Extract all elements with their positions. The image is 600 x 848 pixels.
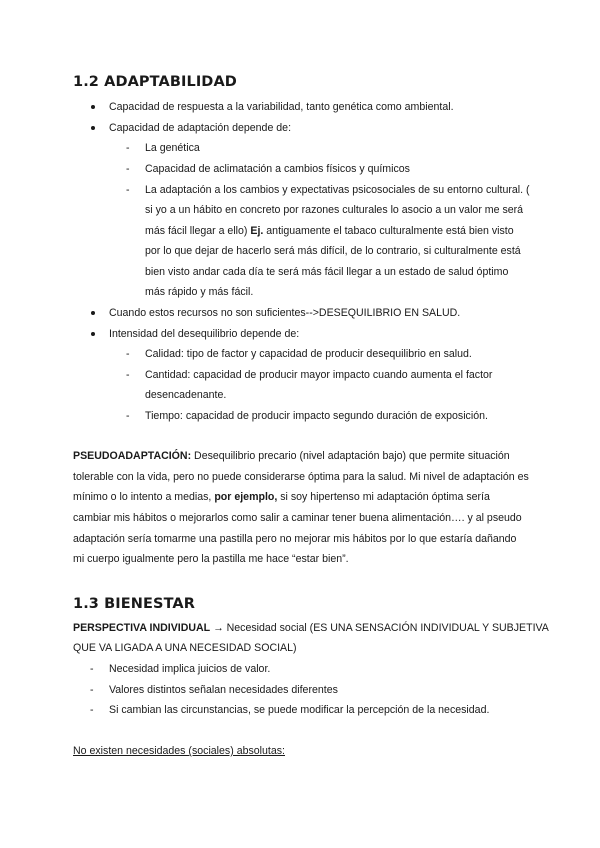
paragraph-line bbox=[73, 621, 549, 635]
text-run: antiguamente el tabaco culturalmente está bien visto bbox=[263, 225, 514, 237]
paragraph-line: mi cuerpo igualmente pero la pastilla me hace “estar bien”. bbox=[73, 553, 349, 565]
sub-item-continuation: bien visto andar cada día te será más fácil llegar a un estado de salud óptimo bbox=[145, 266, 509, 278]
text-run: mínimo o lo intento a medias, bbox=[73, 491, 215, 503]
text-run: más fácil llegar a ello) bbox=[145, 225, 251, 237]
bullet-item: Intensidad del desequilibrio depende de: bbox=[109, 328, 300, 340]
bullet-item: Capacidad de adaptación depende de: bbox=[109, 122, 292, 134]
bullet-item: Cuando estos recursos no son suficientes-->DESEQUILIBRIO EN SALUD. bbox=[109, 307, 461, 319]
paragraph-line: adaptación sería tomarme una pastilla pero no mejorar mis hábitos por lo que estaría dañando bbox=[73, 533, 517, 545]
section-heading-adaptabilidad: 1.2 ADAPTABILIDAD bbox=[73, 74, 237, 90]
paragraph-line bbox=[73, 449, 510, 463]
dash-item: - Valores distintos señalan necesidades diferentes bbox=[109, 683, 338, 697]
sub-item-continuation: desencadenante. bbox=[145, 389, 227, 401]
dash-item: - Necesidad implica juicios de valor. bbox=[109, 662, 270, 676]
bullet-item: Capacidad de respuesta a la variabilidad, tanto genética como ambiental. bbox=[109, 101, 454, 113]
sub-item-continuation: más rápido y más fácil. bbox=[145, 286, 254, 298]
paragraph-line: cambiar mis hábitos o mejorarlos como salir a caminar tener buena alimentación…. y al pseudo bbox=[73, 512, 522, 524]
section-heading-bienestar: 1.3 BIENESTAR bbox=[73, 596, 196, 612]
bold-run: por ejemplo, bbox=[214, 491, 278, 503]
sub-item-continuation bbox=[145, 224, 514, 238]
sub-item-continuation: si yo a un hábito en concreto por razones culturales lo asocio a un valor me será bbox=[145, 204, 524, 216]
sub-item: - La genética bbox=[145, 141, 200, 155]
paragraph-line: tolerable con la vida, pero no puede considerarse óptima para la salud. Mi nivel de adaptación es bbox=[73, 471, 529, 483]
bold-run: PSEUDOADAPTACIÓN: bbox=[73, 450, 192, 462]
sub-item: - Tiempo: capacidad de producir impacto segundo duración de exposición. bbox=[145, 409, 488, 423]
bold-run: Ej. bbox=[250, 225, 264, 237]
text-run: si soy hipertenso mi adaptación óptima sería bbox=[277, 491, 490, 503]
underlined-heading: No existen necesidades (sociales) absolutas: bbox=[73, 745, 285, 757]
paragraph-line bbox=[73, 490, 490, 504]
text-run: → Necesidad social (ES UNA SENSACIÓN INDIVIDUAL Y SUBJETIVA bbox=[210, 622, 549, 634]
sub-item: - Cantidad: capacidad de producir mayor impacto cuando aumenta el factor bbox=[145, 368, 492, 382]
text-run: Desequilibrio precario (nivel adaptación bajo) que permite situación bbox=[191, 450, 510, 462]
sub-item-continuation: por lo que dejar de hacerlo será más difícil, de lo contrario, si culturalmente está bbox=[145, 245, 521, 257]
sub-item: - Capacidad de aclimatación a cambios físicos y químicos bbox=[145, 162, 410, 176]
bold-run: PERSPECTIVA INDIVIDUAL bbox=[73, 622, 211, 634]
dash-item: - Si cambian las circunstancias, se puede modificar la percepción de la necesidad. bbox=[109, 703, 489, 717]
paragraph-line: QUE VA LIGADA A UNA NECESIDAD SOCIAL) bbox=[73, 642, 297, 654]
sub-item: - Calidad: tipo de factor y capacidad de producir desequilibrio en salud. bbox=[145, 347, 472, 361]
sub-item: - La adaptación a los cambios y expectativas psicosociales de su entorno cultural. ( bbox=[145, 183, 530, 197]
